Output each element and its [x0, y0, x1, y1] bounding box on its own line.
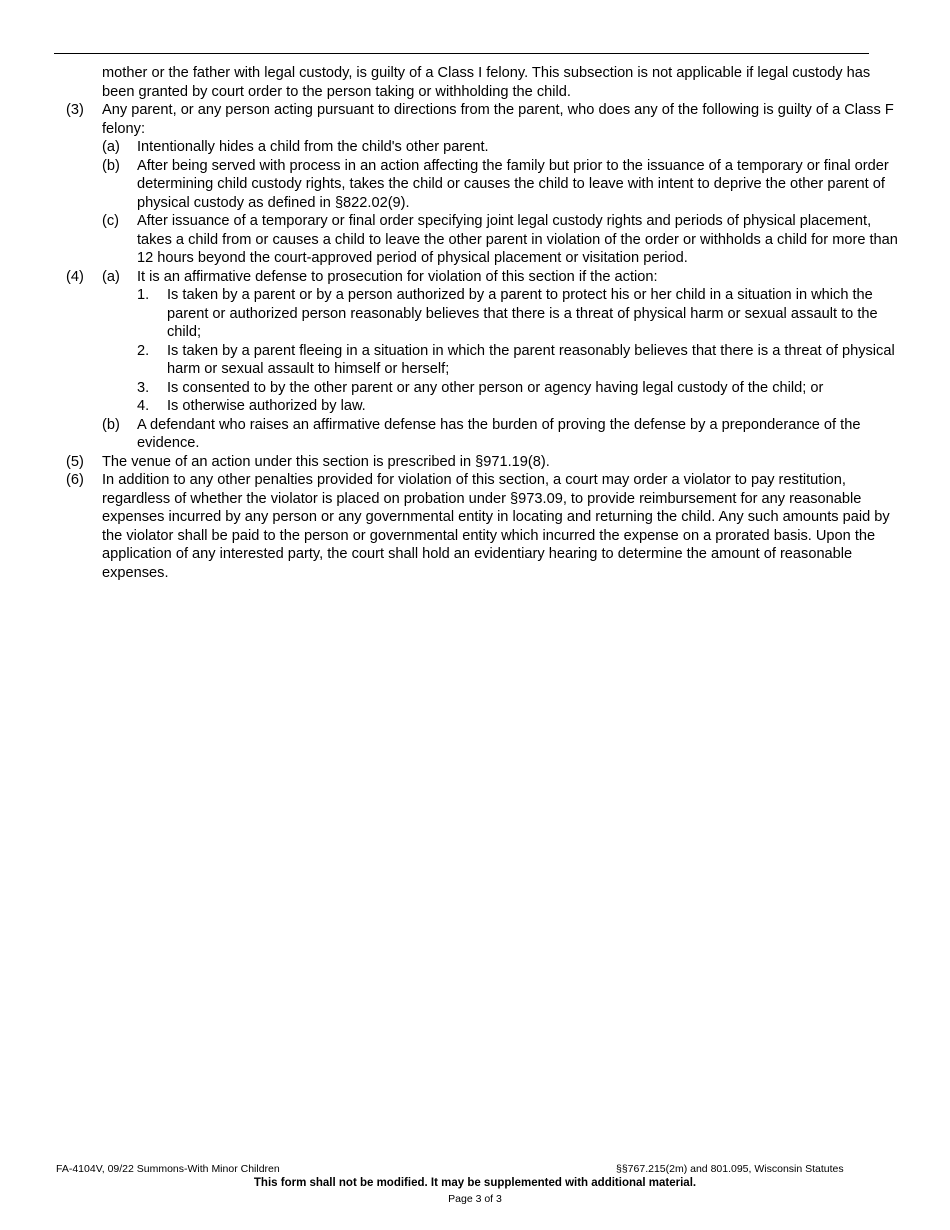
item-label: 2.: [137, 342, 150, 359]
subsection-3-b: [0, 157, 950, 213]
subsection-6: [0, 471, 950, 582]
item-text: Is taken by a parent or by a person authorized by a parent to protect his or her child in a situation in which the parent or authorized person reasonably believes that there is a threat of physical harm or sexual assault to the child;: [167, 287, 878, 340]
continuation-text: mother or the father with legal custody, is guilty of a Class I felony. This subsection is not applicable if legal custody has been granted by court order to the person taking or withholding the child.: [102, 65, 871, 100]
form-id: FA-4104V, 09/22 Summons-With Minor Children: [56, 1163, 280, 1175]
subsection-3-c: [0, 212, 950, 268]
subsection-number: (3): [66, 102, 84, 118]
paragraph-text: Intentionally hides a child from the child's other parent.: [137, 139, 489, 155]
item-label: 1.: [137, 287, 150, 303]
item-label: 4.: [137, 398, 150, 414]
subsection-number: (6): [66, 472, 84, 488]
statute-text: [0, 64, 950, 582]
subsection-number: (4): [66, 268, 84, 285]
subsection-4-a-4: [0, 397, 950, 416]
subsection-5: [0, 453, 950, 472]
modification-notice: This form shall not be modified. It may be supplemented with additional material.: [253, 1177, 697, 1189]
subsection-text: In addition to any other penalties provided for violation of this section, a court may order a violator to pay restitution, regardless of whether the violator is placed on probation under §973.09, to provide reimbursement for any reasonable expenses incurred by any person or any governmental entity in locating and returning the child. Any such amounts paid by the violator shall be paid to the person or governmental entity which incurred the expense on a prorated basis. Upon the application of any interested party, the court shall hold an evidentiary hearing to determine the amount of reasonable expenses.: [102, 472, 890, 581]
subsection-3: [0, 101, 950, 138]
continuation-paragraph: [0, 64, 950, 101]
statute-reference: §§767.215(2m) and 801.095, Wisconsin Statutes: [616, 1163, 844, 1175]
item-text: Is consented to by the other parent or any other person or agency having legal custody of the child; or: [167, 379, 824, 396]
subsection-4-b: [0, 416, 950, 453]
subsection-4-a-3: [0, 379, 950, 398]
subsection-text: The venue of an action under this section is prescribed in §971.19(8).: [102, 453, 550, 470]
paragraph-label: (a): [102, 139, 120, 155]
paragraph-label: (b): [102, 157, 120, 174]
paragraph-label: (c): [102, 213, 120, 229]
subsection-4-a-1: [0, 286, 950, 342]
page-number: Page 3 of 3: [448, 1193, 502, 1205]
header-rule: [54, 53, 869, 54]
subsection-4-a: [0, 268, 950, 287]
item-text: Is otherwise authorized by law.: [167, 398, 366, 414]
item-label: 3.: [137, 379, 150, 396]
paragraph-text: It is an affirmative defense to prosecution for violation of this section if the action:: [137, 268, 658, 285]
paragraph-label: (a): [102, 268, 120, 285]
subsection-4-a-2: [0, 342, 950, 379]
paragraph-text: After being served with process in an action affecting the family but prior to the issuance of a temporary or final order determining child custody rights, takes the child or causes the child to leave with intent to deprive the other parent of physical custody as defined in §822.02(9).: [137, 157, 889, 211]
paragraph-text: After issuance of a temporary or final order specifying joint legal custody rights and periods of physical placement, takes a child from or causes a child to leave the other parent in violation of the order or withholds a child for more than 12 hours beyond the court-approved period of physical placement or visitation period.: [137, 213, 898, 266]
subsection-text: Any parent, or any person acting pursuant to directions from the parent, who does any of the following is guilty of a Class F felony:: [102, 102, 894, 137]
subsection-number: (5): [66, 453, 84, 470]
item-text: Is taken by a parent fleeing in a situation in which the parent reasonably believes that there is a threat of physical harm or sexual assault to himself or herself;: [167, 342, 895, 377]
paragraph-text: A defendant who raises an affirmative defense has the burden of proving the defense by a preponderance of the evidence.: [137, 416, 861, 451]
subsection-3-a: [0, 138, 950, 157]
paragraph-label: (b): [102, 416, 120, 433]
